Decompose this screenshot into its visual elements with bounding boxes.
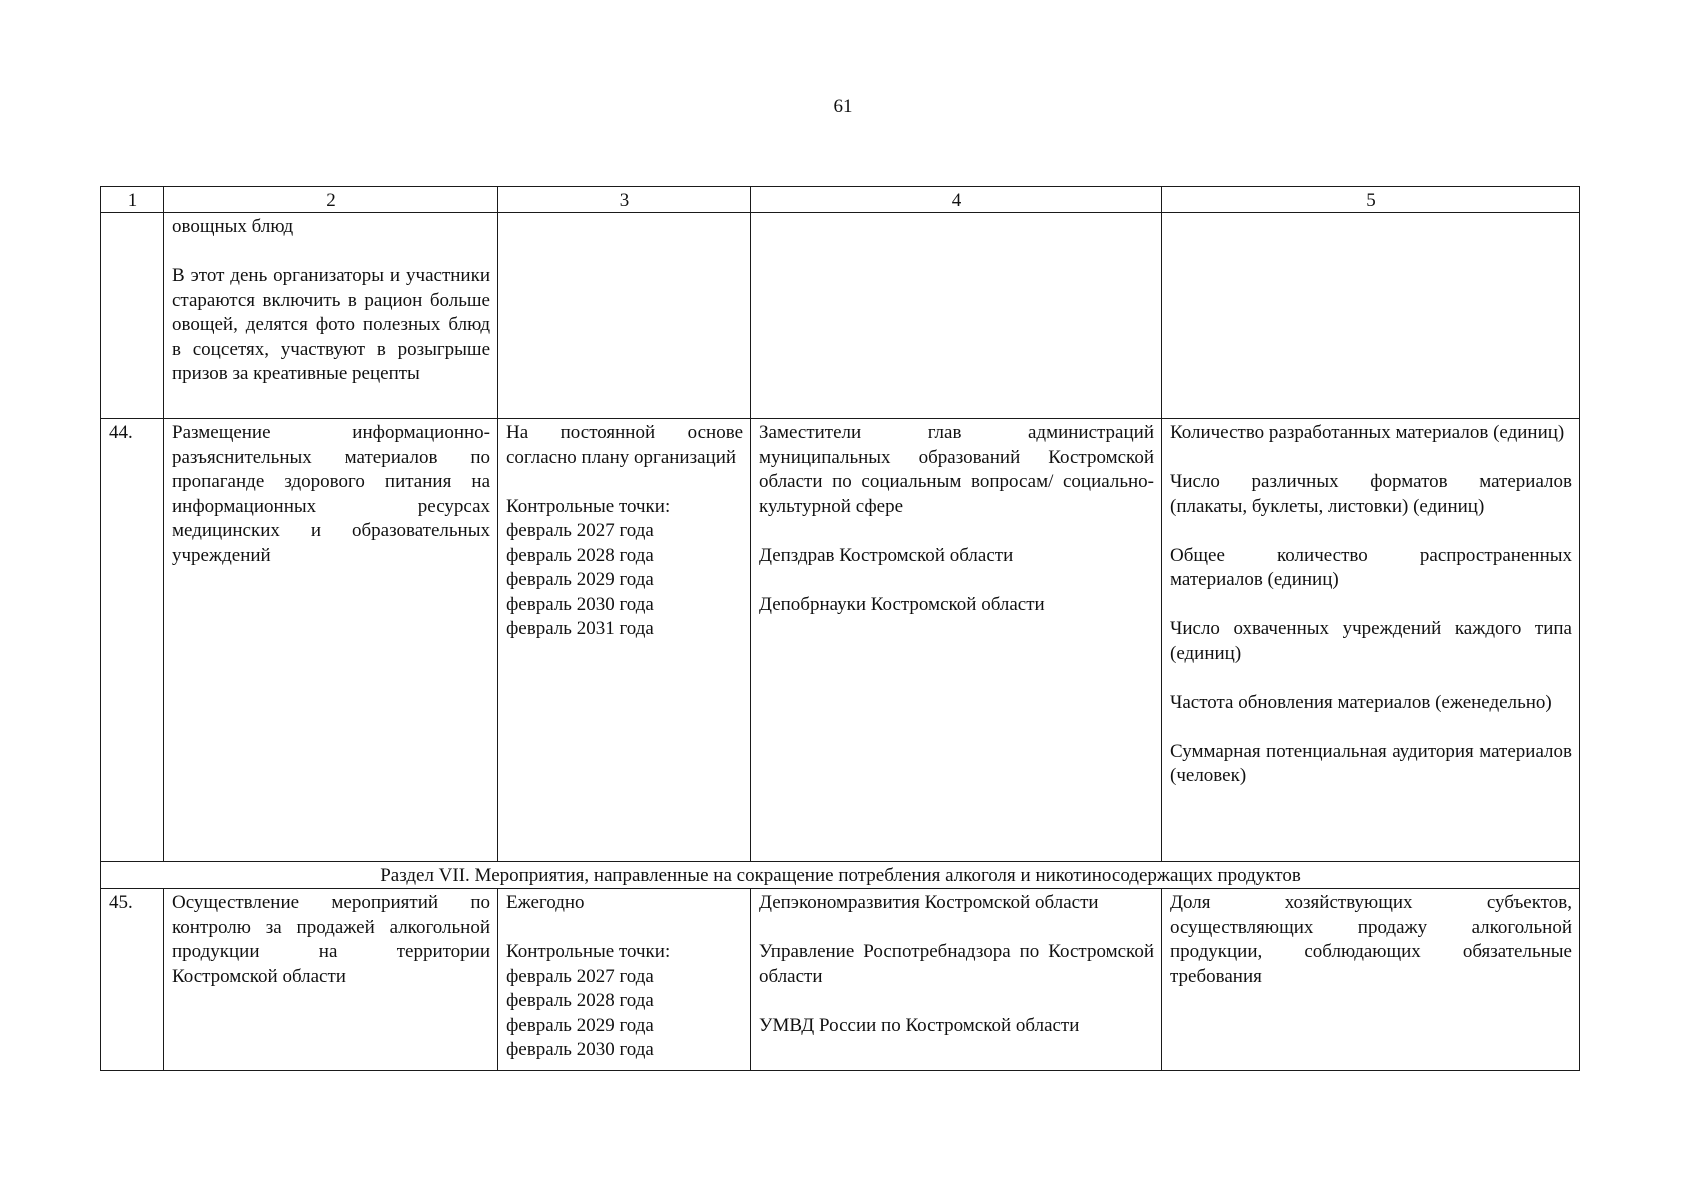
event-cell	[164, 419, 498, 862]
indicators-cell	[1162, 213, 1580, 419]
responsible-item: Депобрнауки Костромской области	[759, 593, 1045, 615]
row-number: 44.	[101, 419, 164, 862]
indicators-cell	[1162, 419, 1580, 862]
indicator-item: Число различных форматов материалов (плакаты, буклеты, листовки) (единиц)	[1170, 471, 1572, 517]
header-cell-3: 3	[498, 187, 751, 213]
indicator-item: Доля хозяйствующих субъектов, осуществляющих продажу алкогольной продукции, соблюдающих обязательные требования	[1170, 892, 1572, 987]
indicator-item: Частота обновления материалов (еженедельно)	[1170, 691, 1552, 713]
responsible-item: Управление Роспотребнадзора по Костромской области	[759, 941, 1154, 987]
page-number: 61	[833, 96, 853, 117]
event-cell	[164, 889, 498, 1071]
indicator-item: Число охваченных учреждений каждого типа (единиц)	[1170, 618, 1572, 664]
indicator-item: Суммарная потенциальная аудитория материалов (человек)	[1170, 740, 1572, 786]
checkpoint-item: февраль 2030 года	[506, 1039, 654, 1060]
measures-table	[100, 186, 1580, 1071]
responsible-cell	[751, 213, 1162, 419]
checkpoint-item: февраль 2029 года	[506, 1014, 654, 1036]
responsible-item: Депздрав Костромской области	[759, 544, 1014, 566]
header-cell-2: 2	[164, 187, 498, 213]
checkpoint-item: февраль 2028 года	[506, 544, 654, 566]
checkpoint-item: февраль 2030 года	[506, 593, 654, 615]
checkpoints-list	[506, 495, 743, 642]
responsible-item: Депэкономразвития Костромской области	[759, 892, 1099, 913]
responsible-cell	[751, 419, 1162, 862]
checkpoint-item: февраль 2027 года	[506, 520, 654, 541]
table-row-continuation	[101, 213, 1580, 419]
event-text-first-line: овощных блюд	[172, 216, 294, 237]
indicator-item: Количество разработанных материалов (единиц)	[1170, 422, 1565, 443]
header-cell-4: 4	[751, 187, 1162, 213]
checkpoints-label: Контрольные точки:	[506, 495, 671, 517]
event-text-description: В этот день организаторы и участники стараются включить в рацион больше овощей, делятся фото полезных блюд в соцсетях, участвуют в розыгрыше призов за креативные рецепты	[172, 265, 490, 384]
section-header-row	[101, 862, 1580, 889]
timing-text: Ежегодно	[506, 892, 585, 913]
header-cell-5: 5	[1162, 187, 1580, 213]
checkpoints-label: Контрольные точки:	[506, 941, 671, 962]
timing-text: На постоянной основе согласно плану организаций	[506, 422, 743, 468]
checkpoints-list	[506, 940, 743, 1063]
checkpoint-item: февраль 2028 года	[506, 990, 654, 1011]
event-text: Осуществление мероприятий по контролю за продажей алкогольной продукции на территории Костромской области	[172, 892, 490, 987]
checkpoint-item: февраль 2031 года	[506, 618, 654, 639]
responsible-item: УМВД России по Костромской области	[759, 1014, 1080, 1036]
event-text: Размещение информационно-разъяснительных материалов по пропаганде здорового питания на информационных ресурсах медицинских и образовательных учреждений	[172, 422, 490, 566]
timing-cell	[498, 889, 751, 1071]
table-row-45	[101, 889, 1580, 1071]
responsible-cell	[751, 889, 1162, 1071]
row-number: 45.	[101, 889, 164, 1071]
header-row	[101, 187, 1580, 213]
checkpoint-item: февраль 2027 года	[506, 965, 654, 987]
event-cell	[164, 213, 498, 419]
table-row-44	[101, 419, 1580, 862]
section-title: Раздел VII. Мероприятия, направленные на сокращение потребления алкоголя и никотиносодержащих продуктов	[101, 862, 1580, 889]
indicators-cell	[1162, 889, 1580, 1071]
timing-cell	[498, 419, 751, 862]
header-cell-1: 1	[101, 187, 164, 213]
responsible-item: Заместители глав администраций муниципальных образований Костромской области по социальным вопросам/ социально-культурной сфере	[759, 422, 1154, 517]
row-number-cell	[101, 213, 164, 419]
indicator-item: Общее количество распространенных материалов (единиц)	[1170, 544, 1572, 590]
checkpoint-item: февраль 2029 года	[506, 569, 654, 590]
timing-cell	[498, 213, 751, 419]
